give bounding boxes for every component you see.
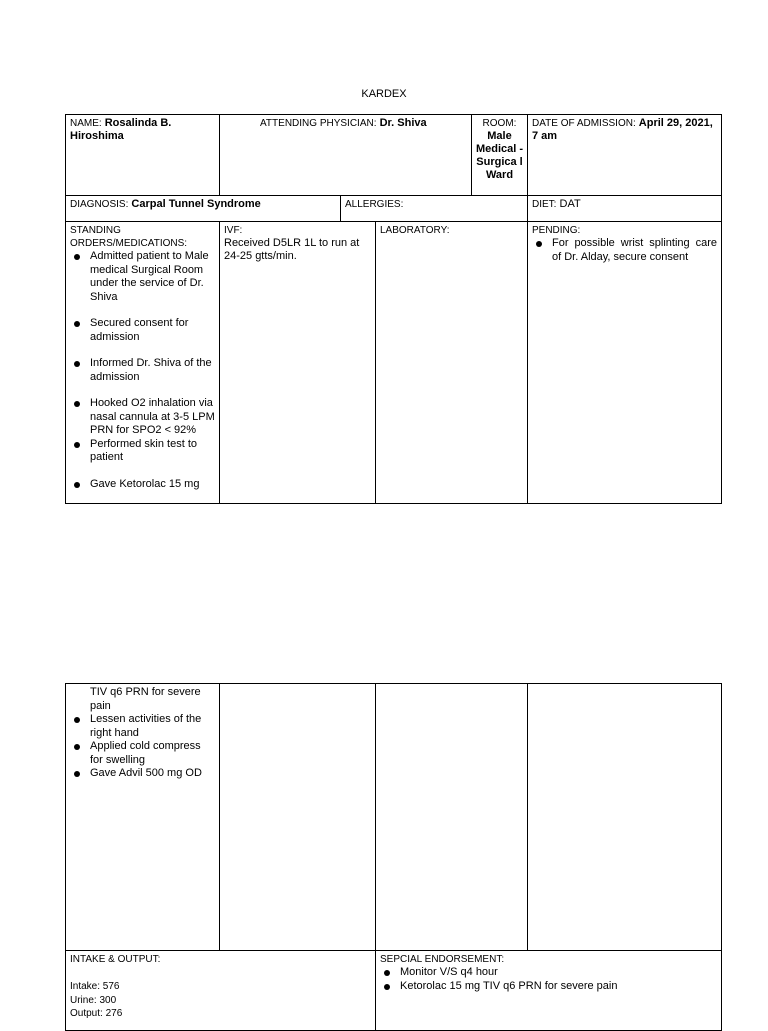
diet-label: DIET: bbox=[532, 199, 557, 210]
bullet-icon bbox=[74, 361, 80, 367]
list-item: Ketorolac 15 mg TIV q6 PRN for severe pain bbox=[380, 980, 717, 994]
standing-orders-continued-cell bbox=[66, 684, 220, 951]
list-item: Monitor V/S q4 hour bbox=[380, 966, 717, 980]
patient-name: Rosalinda B. Hiroshima bbox=[70, 117, 172, 142]
output-value: Output: 276 bbox=[70, 1008, 123, 1019]
list-item: Secured consent for admission bbox=[70, 317, 215, 344]
bullet-icon bbox=[74, 482, 80, 488]
room-cell bbox=[472, 115, 528, 196]
physician-name: Dr. Shiva bbox=[379, 117, 427, 129]
standing-orders-list bbox=[70, 250, 215, 491]
ivf-label: IVF: bbox=[224, 225, 243, 236]
standing-orders-label: STANDING ORDERS/MEDICATIONS: bbox=[70, 225, 188, 249]
bullet-icon bbox=[74, 442, 80, 448]
name-cell bbox=[66, 115, 220, 196]
physician-cell bbox=[220, 115, 472, 196]
allergies-cell bbox=[341, 196, 528, 222]
room-value: Male Medical - Surgica l Ward bbox=[475, 130, 524, 181]
bullet-icon bbox=[74, 401, 80, 407]
bullet-icon bbox=[536, 241, 542, 247]
special-endorsement-cell bbox=[376, 951, 722, 1031]
list-item: Gave Advil 500 mg OD bbox=[70, 767, 215, 781]
list-item: Lessen activities of the right hand bbox=[70, 713, 215, 740]
intake-output-cell bbox=[66, 951, 376, 1031]
ivf-continued-cell bbox=[220, 684, 376, 951]
pending-list bbox=[532, 237, 717, 264]
diagnosis-cell bbox=[66, 196, 341, 222]
laboratory-continued-cell bbox=[376, 684, 528, 951]
document-title: KARDEX bbox=[361, 88, 407, 100]
intake-output-label: INTAKE & OUTPUT: bbox=[70, 954, 161, 965]
list-item: Applied cold compress for swelling bbox=[70, 740, 215, 767]
bullet-icon bbox=[74, 321, 80, 327]
diagnosis-label: DIAGNOSIS: bbox=[70, 199, 129, 210]
physician-label: ATTENDING PHYSICIAN: bbox=[260, 118, 377, 129]
special-endorsement-list bbox=[380, 966, 717, 993]
bullet-icon bbox=[74, 744, 80, 750]
pending-continued-cell bbox=[528, 684, 722, 951]
bullet-icon bbox=[384, 984, 390, 990]
pending-label: PENDING: bbox=[532, 225, 581, 236]
special-endorsement-label: SEPCIAL ENDORSEMENT: bbox=[380, 954, 505, 965]
admission-cell bbox=[528, 115, 722, 196]
standing-orders-continued-list bbox=[70, 713, 215, 781]
bullet-icon bbox=[384, 970, 390, 976]
list-item: For possible wrist splinting care of Dr. Alday, secure consent bbox=[532, 237, 717, 264]
urine-value: Urine: 300 bbox=[70, 994, 117, 1006]
list-item: Performed skin test to patient bbox=[70, 438, 215, 465]
list-item: Hooked O2 inhalation via nasal cannula at 3-5 LPM PRN for SPO2 < 92% bbox=[70, 397, 215, 438]
bullet-icon bbox=[74, 771, 80, 777]
ivf-text: Received D5LR 1L to run at 24-25 gtts/min. bbox=[224, 237, 360, 262]
kardex-bottom-table bbox=[65, 683, 722, 1031]
list-item: Gave Ketorolac 15 mg bbox=[70, 478, 215, 492]
bullet-icon bbox=[74, 254, 80, 260]
bullet-icon bbox=[74, 717, 80, 723]
admission-date: April 29, 2021, 7 am bbox=[532, 117, 713, 142]
diagnosis-value: Carpal Tunnel Syndrome bbox=[131, 198, 261, 210]
diet-cell bbox=[528, 196, 722, 222]
allergies-label: ALLERGIES: bbox=[345, 199, 404, 210]
name-label: NAME: bbox=[70, 118, 102, 129]
laboratory-cell bbox=[376, 222, 528, 504]
intake-value: Intake: 576 bbox=[70, 981, 120, 992]
laboratory-label: LABORATORY: bbox=[380, 225, 450, 236]
diet-value: DAT bbox=[559, 198, 581, 210]
continued-order-text: TIV q6 PRN for severe pain bbox=[90, 686, 201, 712]
room-label: ROOM: bbox=[482, 118, 517, 129]
standing-orders-cell bbox=[66, 222, 220, 504]
ivf-cell bbox=[220, 222, 376, 504]
pending-cell bbox=[528, 222, 722, 504]
kardex-top-table bbox=[65, 114, 722, 504]
list-item: Informed Dr. Shiva of the admission bbox=[70, 357, 215, 384]
admission-label: DATE OF ADMISSION: bbox=[532, 118, 636, 129]
list-item: Admitted patient to Male medical Surgical Room under the service of Dr. Shiva bbox=[70, 250, 215, 304]
